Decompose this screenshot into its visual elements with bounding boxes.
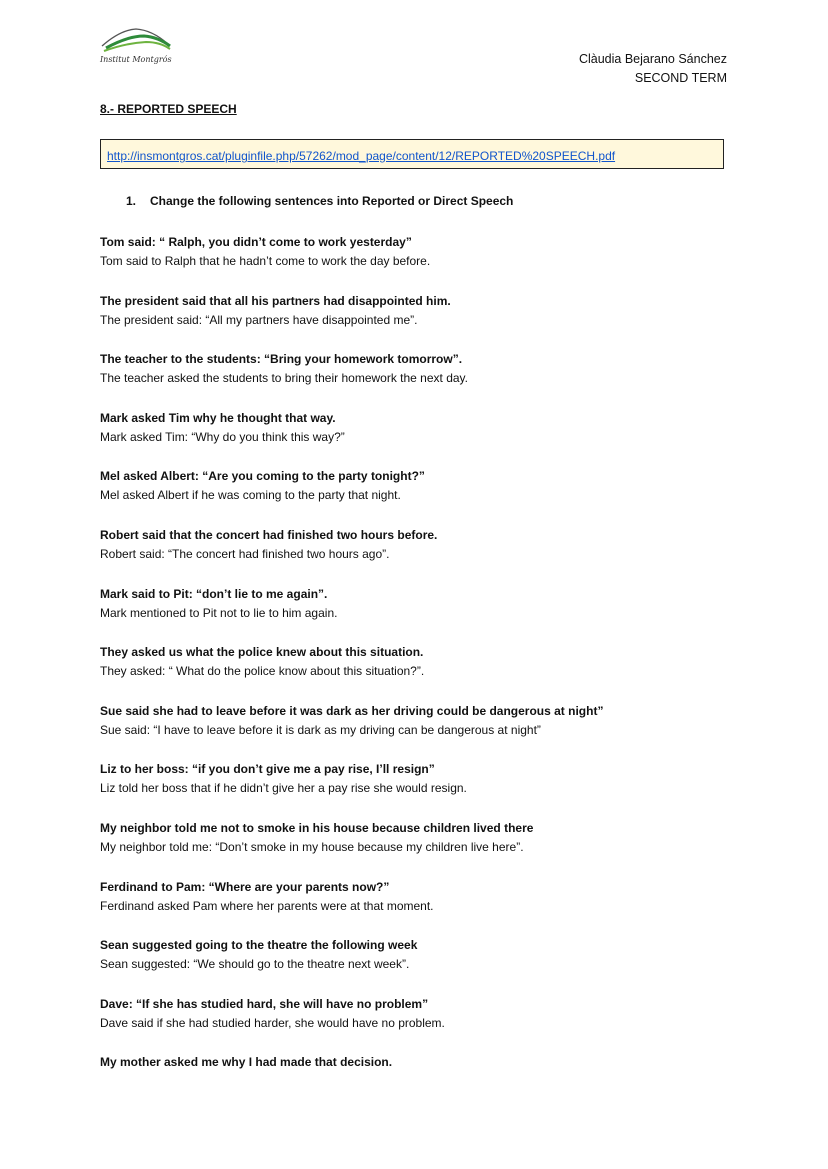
exercise-item bbox=[100, 643, 740, 702]
exercise-item bbox=[100, 1053, 740, 1112]
school-logo bbox=[100, 24, 172, 66]
exercise-answer: Mel asked Albert if he was coming to the party that night. bbox=[100, 488, 401, 503]
exercise-answer: The president said: “All my partners have disappointed me”. bbox=[100, 312, 418, 327]
exercise-question: Tom said: “ Ralph, you didn’t come to work yesterday” bbox=[100, 235, 412, 249]
document-header bbox=[579, 50, 727, 88]
exercise-question: Robert said that the concert had finished two hours before. bbox=[100, 527, 438, 542]
exercise-instruction bbox=[126, 194, 513, 208]
exercise-item bbox=[100, 409, 740, 468]
exercise-item bbox=[100, 467, 740, 526]
exercise-question: The teacher to the students: “Bring your homework tomorrow”. bbox=[100, 352, 463, 367]
exercise-question: Mark said to Pit: “don’t lie to me again”. bbox=[100, 586, 328, 601]
exercise-item bbox=[100, 702, 740, 761]
exercise-item bbox=[100, 292, 740, 351]
exercise-answer: My neighbor told me: “Don’t smoke in my house because my children live here”. bbox=[100, 839, 524, 854]
exercise-question: Ferdinand to Pam: “Where are your parents now?” bbox=[100, 879, 390, 894]
exercise-question: Liz to her boss: “if you don’t give me a pay rise, I’ll resign” bbox=[100, 762, 435, 777]
exercise-answer: Sean suggested: “We should go to the theatre next week”. bbox=[100, 957, 410, 972]
instruction-text: Change the following sentences into Reported or Direct Speech bbox=[150, 194, 514, 208]
mountain-logo-icon bbox=[100, 24, 172, 54]
exercise-list bbox=[100, 233, 740, 1112]
exercise-question: My mother asked me why I had made that decision. bbox=[100, 1055, 393, 1070]
exercise-question: Mel asked Albert: “Are you coming to the party tonight?” bbox=[100, 469, 425, 484]
exercise-question: The president said that all his partners had disappointed him. bbox=[100, 293, 451, 308]
logo-text: Institut Montgrós bbox=[100, 55, 172, 64]
exercise-question: Sean suggested going to the theatre the following week bbox=[100, 938, 418, 953]
exercise-item bbox=[100, 233, 740, 292]
exercise-answer: Robert said: “The concert had finished two hours ago”. bbox=[100, 546, 390, 561]
exercise-answer: Dave said if she had studied harder, she would have no problem. bbox=[100, 1015, 445, 1030]
exercise-answer: The teacher asked the students to bring their homework the next day. bbox=[100, 371, 468, 386]
author-name: Clàudia Bejarano Sánchez bbox=[578, 52, 727, 66]
exercise-answer: Tom said to Ralph that he hadn’t come to work the day before. bbox=[100, 254, 431, 268]
exercise-answer: Liz told her boss that if he didn’t give her a pay rise she would resign. bbox=[100, 781, 467, 796]
reference-link[interactable]: http://insmontgros.cat/pluginfile.php/57262/mod_page/content/12/REPORTED%20SPEECH.pdf bbox=[107, 149, 616, 163]
exercise-answer: Sue said: “I have to leave before it is dark as my driving can be dangerous at night” bbox=[100, 722, 541, 737]
exercise-question: My neighbor told me not to smoke in his house because children lived there bbox=[100, 820, 534, 835]
exercise-item bbox=[100, 350, 740, 409]
exercise-question: Sue said she had to leave before it was dark as her driving could be dangerous at night” bbox=[100, 703, 604, 718]
exercise-item bbox=[100, 936, 740, 995]
exercise-answer: Ferdinand asked Pam where her parents were at that moment. bbox=[100, 898, 434, 913]
exercise-question: Dave: “If she has studied hard, she will have no problem” bbox=[100, 996, 429, 1011]
exercise-item bbox=[100, 760, 740, 819]
exercise-answer: They asked: “ What do the police know about this situation?”. bbox=[100, 664, 425, 679]
exercise-item bbox=[100, 819, 740, 878]
exercise-question: They asked us what the police knew about this situation. bbox=[100, 645, 424, 660]
exercise-item bbox=[100, 995, 740, 1054]
section-title: 8.- REPORTED SPEECH bbox=[100, 102, 237, 116]
exercise-item bbox=[100, 526, 740, 585]
exercise-answer: Mark asked Tim: “Why do you think this way?” bbox=[100, 429, 345, 444]
link-box bbox=[100, 139, 724, 169]
term-label: SECOND TERM bbox=[634, 71, 727, 85]
exercise-number: 1. bbox=[126, 194, 137, 208]
exercise-item bbox=[100, 585, 740, 644]
exercise-answer: Mark mentioned to Pit not to lie to him again. bbox=[100, 605, 338, 620]
exercise-question: Mark asked Tim why he thought that way. bbox=[100, 410, 336, 425]
exercise-item bbox=[100, 878, 740, 937]
